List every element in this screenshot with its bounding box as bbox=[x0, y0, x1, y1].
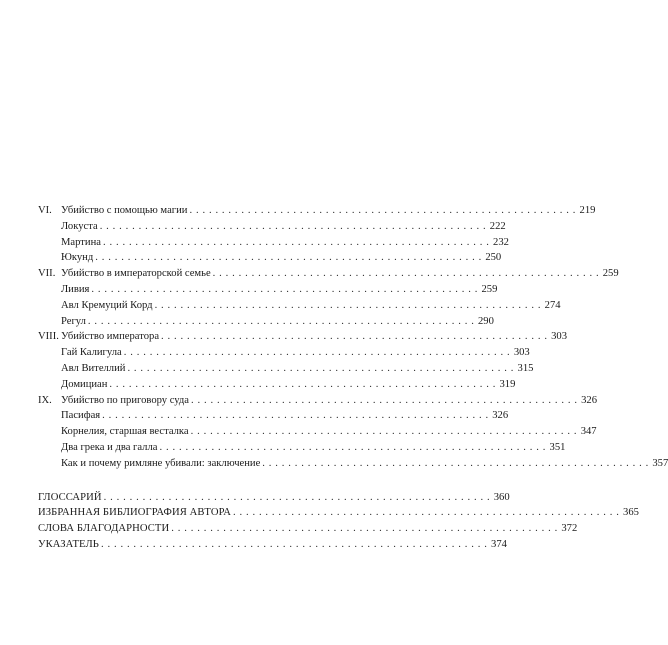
dot-leader bbox=[104, 490, 490, 506]
dot-leader bbox=[191, 393, 577, 409]
page-number: 326 bbox=[581, 394, 597, 406]
page-number: 303 bbox=[551, 331, 567, 343]
chapter-number: VIII. bbox=[38, 331, 59, 343]
dot-leader bbox=[191, 424, 577, 440]
section-title: Локуста bbox=[61, 220, 98, 232]
toc-section-entry bbox=[38, 250, 502, 266]
page-number: 360 bbox=[493, 491, 510, 503]
appendix-title: СЛОВА БЛАГОДАРНОСТИ bbox=[38, 523, 170, 535]
toc-section-entry bbox=[38, 219, 506, 235]
page-number: 326 bbox=[492, 410, 509, 422]
section-title: Пасифая bbox=[61, 410, 101, 422]
dot-leader bbox=[262, 456, 648, 472]
toc-appendix-entry bbox=[38, 490, 510, 506]
page-number: 347 bbox=[580, 426, 597, 438]
section-title: Домициан bbox=[61, 378, 108, 390]
section-title: Авл Вителлий bbox=[61, 362, 126, 374]
toc-appendix-entry bbox=[38, 521, 578, 537]
page-number: 303 bbox=[513, 347, 530, 359]
toc-appendix-entry bbox=[38, 537, 507, 553]
page-number: 222 bbox=[489, 220, 506, 232]
dot-leader bbox=[102, 408, 488, 424]
page-number: 365 bbox=[623, 507, 639, 519]
section-title: Как и почему римляне убивали: заключение bbox=[61, 457, 261, 469]
dot-leader bbox=[171, 521, 557, 537]
dot-leader bbox=[101, 537, 487, 553]
section-title: Регул bbox=[61, 315, 86, 327]
dot-leader bbox=[161, 329, 547, 345]
page-number: 250 bbox=[485, 252, 502, 264]
toc-appendix-entry bbox=[38, 505, 639, 521]
dot-leader bbox=[100, 219, 486, 235]
dot-leader bbox=[124, 345, 510, 361]
section-title: Мартина bbox=[61, 236, 101, 248]
section-title: Ливия bbox=[61, 283, 90, 295]
section-title: Гай Калигула bbox=[61, 347, 122, 359]
page-number: 290 bbox=[478, 315, 494, 327]
dot-leader bbox=[213, 266, 599, 282]
toc-section-entry bbox=[38, 282, 498, 298]
page-number: 319 bbox=[499, 378, 516, 390]
toc-section-entry bbox=[38, 235, 509, 251]
toc-chapter-entry bbox=[38, 329, 567, 345]
section-title: Корнелия, старшая весталка bbox=[61, 426, 189, 438]
appendix-title: УКАЗАТЕЛЬ bbox=[38, 538, 99, 550]
dot-leader bbox=[95, 250, 481, 266]
page-number: 219 bbox=[579, 205, 596, 216]
page-number: 274 bbox=[544, 299, 561, 311]
toc-section-entry bbox=[38, 456, 668, 472]
appendix-title: ИЗБРАННАЯ БИБЛИОГРАФИЯ АВТОРА bbox=[38, 507, 231, 519]
chapter-title: Убийство с помощью магии bbox=[61, 205, 188, 216]
section-title: Авл Кремуций Корд bbox=[61, 299, 153, 311]
chapter-title: Убийство по приговору суда bbox=[61, 394, 190, 406]
dot-leader bbox=[159, 440, 545, 456]
page-number: 259 bbox=[602, 268, 619, 280]
toc-section-entry bbox=[38, 361, 534, 377]
section-title: Два грека и два галла bbox=[61, 441, 158, 453]
page-number: 372 bbox=[561, 523, 578, 535]
appendix-title: ГЛОССАРИЙ bbox=[38, 491, 102, 503]
toc-section-entry bbox=[38, 314, 494, 330]
table-of-contents bbox=[38, 203, 668, 553]
page-number: 374 bbox=[491, 538, 507, 550]
toc-section-entry bbox=[38, 440, 566, 456]
dot-leader bbox=[88, 314, 474, 330]
chapter-number: VII. bbox=[38, 268, 56, 280]
chapter-title: Убийство в императорской семье bbox=[61, 268, 211, 280]
dot-leader bbox=[189, 203, 575, 219]
dot-leader bbox=[127, 361, 513, 377]
toc-section-entry bbox=[38, 424, 597, 440]
toc-section-entry bbox=[38, 377, 516, 393]
page-number: 351 bbox=[549, 441, 566, 453]
chapter-title: Убийство императора bbox=[61, 331, 160, 343]
section-divider-space bbox=[38, 472, 330, 490]
toc-chapter-entry bbox=[38, 393, 597, 409]
toc-section-entry bbox=[38, 345, 530, 361]
page-number: 259 bbox=[481, 283, 498, 295]
dot-leader bbox=[155, 298, 541, 314]
toc-section-entry bbox=[38, 298, 561, 314]
toc-section-entry bbox=[38, 408, 509, 424]
dot-leader bbox=[109, 377, 495, 393]
dot-leader bbox=[91, 282, 477, 298]
chapter-number: VI. bbox=[38, 205, 52, 216]
chapter-number: IX. bbox=[38, 394, 52, 406]
page-number: 315 bbox=[517, 362, 534, 374]
page-number: 357 bbox=[652, 457, 668, 469]
toc-chapter-entry bbox=[38, 203, 596, 219]
page-number: 232 bbox=[493, 236, 509, 248]
toc-chapter-entry bbox=[38, 266, 619, 282]
dot-leader bbox=[233, 505, 619, 521]
dot-leader bbox=[103, 235, 489, 251]
section-title: Юкунд bbox=[61, 252, 94, 264]
